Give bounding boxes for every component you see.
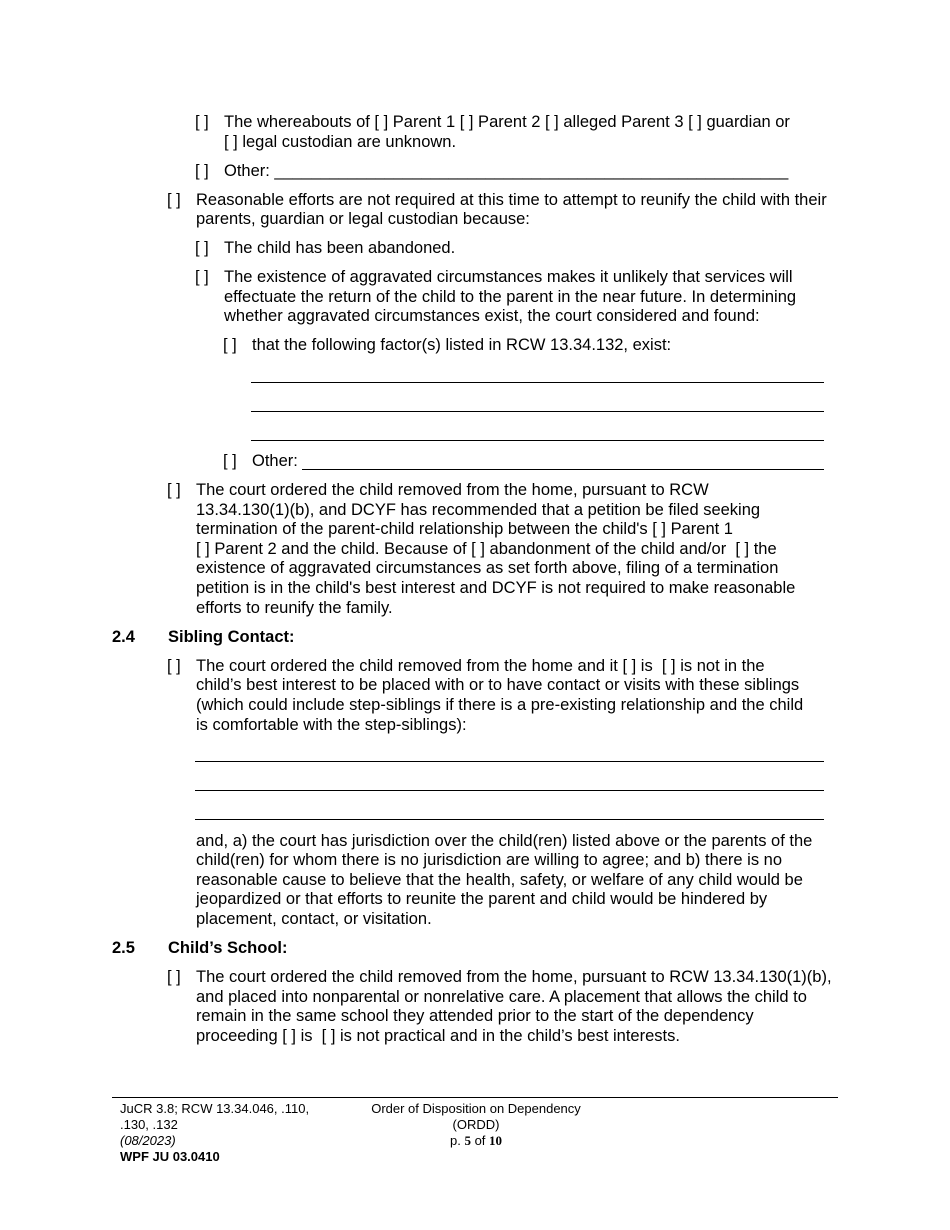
whereabouts-line-2: [ ] legal custodian are unknown. [224, 133, 457, 151]
termination-line-5: existence of aggravated circumstances as set forth above, filing of a termination [196, 559, 779, 577]
termination-line-1: The court ordered the child removed from the home, pursuant to RCW [196, 481, 709, 499]
reasonable-line-2: parents, guardian or legal custodian because: [196, 210, 530, 228]
factors-blank-line-1[interactable] [251, 382, 824, 383]
school-line-3: remain in the same school they attended prior to the start of the dependency [196, 1007, 754, 1025]
school-line-1: The court ordered the child removed from the home, pursuant to RCW 13.34.130(1)(b), [196, 968, 832, 986]
footer-citation-line-1: JuCR 3.8; RCW 13.34.046, .110, [120, 1101, 310, 1116]
termination-line-3: termination of the parent-child relationship between the child's [ ] Parent 1 [196, 520, 733, 538]
factors-blank-line-3[interactable] [251, 440, 824, 441]
section-2-4-number: 2.4 [112, 628, 135, 646]
checkbox-aggravated[interactable]: [ ] [195, 268, 209, 286]
checkbox-abandoned[interactable]: [ ] [195, 239, 209, 257]
section-2-4-title: Sibling Contact: [168, 628, 295, 646]
footer-divider [112, 1097, 838, 1098]
page-current: 5 [464, 1133, 471, 1148]
sibling-line-2: child’s best interest to be placed with or to have contact or visits with these siblings [196, 676, 800, 694]
termination-line-2: 13.34.130(1)(b), and DCYF has recommended that a petition be filed seeking [196, 501, 761, 519]
reasonable-line-1: Reasonable efforts are not required at this time to attempt to reunify the child with their [196, 191, 827, 209]
termination-line-6: petition is in the child's best interest and DCYF is not required to make reasonable [196, 579, 796, 597]
sibling-para-line-4: jeopardized or that efforts to reunite the parent and child would be hindered by [196, 890, 768, 908]
footer-page-number [346, 1133, 606, 1149]
checkbox-factors[interactable]: [ ] [223, 336, 237, 354]
footer-date: (08/2023) [120, 1133, 176, 1148]
school-line-2: and placed into nonparental or nonrelative care. A placement that allows the child to [196, 988, 807, 1006]
sibling-para-line-5: placement, contact, or visitation. [196, 910, 432, 928]
sibling-line-4: is comfortable with the step-siblings): [196, 716, 467, 734]
page-prefix: p. [449, 1133, 461, 1148]
section-2-5-number: 2.5 [112, 939, 135, 957]
other-2-label: Other: [252, 452, 298, 470]
abandoned-text: The child has been abandoned. [224, 239, 456, 257]
section-2-5-title: Child’s School: [168, 939, 288, 957]
footer-form-title: Order of Disposition on Dependency [371, 1101, 581, 1116]
sibling-para-line-1: and, a) the court has jurisdiction over the child(ren) listed above or the parents of the [196, 832, 813, 850]
school-line-4: proceeding [ ] is [ ] is not practical and in the child’s best interests. [196, 1027, 680, 1045]
page-of: of [474, 1133, 486, 1148]
sibling-line-1: The court ordered the child removed from the home and it [ ] is [ ] is not in the [196, 657, 765, 675]
sibling-blank-line-2[interactable] [195, 790, 824, 791]
termination-line-4: [ ] Parent 2 and the child. Because of [ ] abandonment of the child and/or [ ] the [196, 540, 777, 558]
sibling-para-line-3: reasonable cause to believe that the health, safety, or welfare of any child would be [196, 871, 803, 889]
page-total: 10 [489, 1133, 503, 1148]
whereabouts-line-1: The whereabouts of [ ] Parent 1 [ ] Parent 2 [ ] alleged Parent 3 [ ] guardian or [224, 113, 790, 131]
aggravated-line-1: The existence of aggravated circumstances makes it unlikely that services will [224, 268, 793, 286]
checkbox-termination[interactable]: [ ] [167, 481, 181, 499]
checkbox-sibling-contact[interactable]: [ ] [167, 657, 181, 675]
sibling-para-line-2: child(ren) for whom there is no jurisdiction are willing to agree; and b) there is no [196, 851, 783, 869]
checkbox-other-2[interactable]: [ ] [223, 452, 237, 470]
footer-form-number: WPF JU 03.0410 [120, 1149, 220, 1164]
aggravated-line-3: whether aggravated circumstances exist, the court considered and found: [224, 307, 760, 325]
factors-text: that the following factor(s) listed in RCW 13.34.132, exist: [252, 336, 672, 354]
other-1-text: Other: ________________________________________________________ [224, 162, 789, 180]
sibling-line-3: (which could include step-siblings if there is a pre-existing relationship and the child [196, 696, 804, 714]
footer-form-abbrev: (ORDD) [452, 1117, 500, 1132]
sibling-blank-line-3[interactable] [195, 819, 824, 820]
other-2-blank-line[interactable] [302, 469, 824, 470]
checkbox-reasonable-efforts[interactable]: [ ] [167, 191, 181, 209]
checkbox-other-1[interactable]: [ ] [195, 162, 209, 180]
aggravated-line-2: effectuate the return of the child to the parent in the near future. In determining [224, 288, 797, 306]
footer-citation-line-2: .130, .132 [120, 1117, 178, 1132]
factors-blank-line-2[interactable] [251, 411, 824, 412]
checkbox-whereabouts[interactable]: [ ] [195, 113, 209, 131]
termination-line-7: efforts to reunify the family. [196, 599, 393, 617]
checkbox-school[interactable]: [ ] [167, 968, 181, 986]
sibling-blank-line-1[interactable] [195, 761, 824, 762]
